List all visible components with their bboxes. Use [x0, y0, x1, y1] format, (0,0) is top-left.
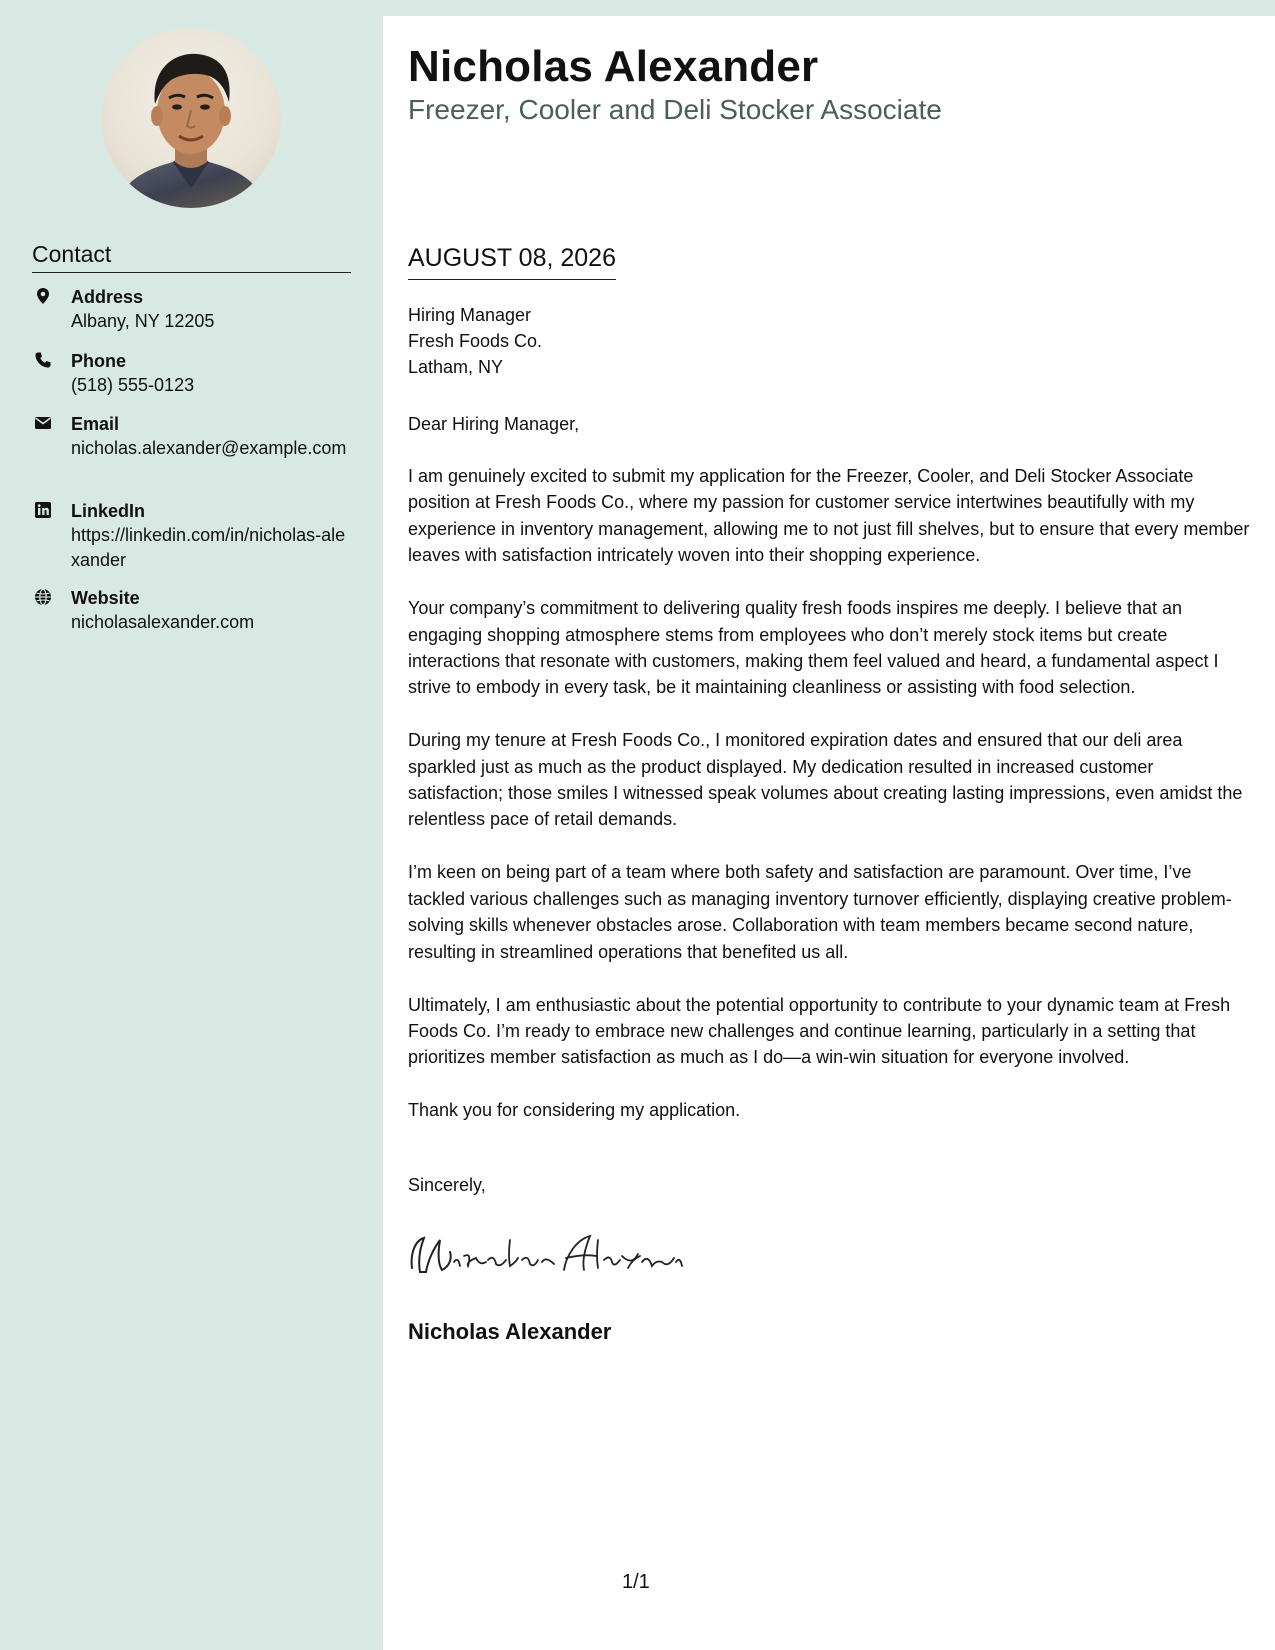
- address-label: Address: [71, 287, 144, 307]
- letter-date: AUGUST 08, 2026: [408, 244, 616, 280]
- recipient-company: Fresh Foods Co.: [408, 331, 543, 351]
- body-paragraph: I am genuinely excited to submit my application for the Freezer, Cooler, and Deli Stocker Associate position at Fresh Foods Co., where my passion for customer service intertwines beautifully with my experience in inventory management, allowing me to not just fill shelves, but to ensure that every member leaves with satisfaction intricately woven into their shopping experience.: [408, 466, 1250, 566]
- linkedin-icon: [34, 501, 52, 519]
- body-paragraph: During my tenure at Fresh Foods Co., I monitored expiration dates and ensured that our deli area sparkled just as much as the product displayed. My dedication resulted in increased customer satisfaction; those smiles I witnessed speak volumes about creating lasting impressions, even amidst the relentless pace of retail demands.: [408, 730, 1243, 830]
- letter-body: [408, 463, 1253, 1150]
- website-label: Website: [71, 588, 140, 608]
- contact-item-linkedin: [32, 499, 352, 573]
- profile-photo: [101, 28, 281, 208]
- globe-icon: [34, 588, 52, 606]
- body-paragraph: I’m keen on being part of a team where both safety and satisfaction are paramount. Over time, I’ve tackled various challenges such as managing inventory turnover efficiently, displaying creative problem-solving skills whenever obstacles arose. Collaboration with team members became second nature, resulting in streamlined operations that benefited us all.: [408, 862, 1232, 962]
- handwritten-signature: [406, 1232, 686, 1278]
- page-number: 1/1: [622, 1571, 650, 1593]
- location-pin-icon: [34, 287, 52, 305]
- contact-item-email: [32, 412, 352, 461]
- recipient-block: [408, 302, 542, 380]
- linkedin-value[interactable]: https://linkedin.com/in/nicholas-alexander: [71, 525, 346, 570]
- contact-item-address: [32, 285, 214, 334]
- body-paragraph: Your company’s commitment to delivering quality fresh foods inspires me deeply. I believe that an engaging shopping atmosphere stems from employees who don’t merely stock items but create interactions that resonate with customers, making them feel valued and heard, a fundamental aspect I strive to embody in every task, be it maintaining cleanliness or assisting with food selection.: [408, 598, 1219, 698]
- contact-item-website: [32, 586, 254, 635]
- recipient-location: Latham, NY: [408, 357, 504, 377]
- phone-label: Phone: [71, 351, 127, 371]
- email-value[interactable]: nicholas.alexander@example.com: [71, 438, 347, 458]
- profile-photo-illustration: [101, 28, 281, 208]
- contact-item-phone: [32, 349, 194, 398]
- email-label: Email: [71, 414, 120, 434]
- job-title: Freezer, Cooler and Deli Stocker Associate: [408, 94, 942, 125]
- linkedin-label: LinkedIn: [71, 501, 146, 521]
- phone-icon: [34, 351, 52, 369]
- recipient-name: Hiring Manager: [408, 305, 532, 325]
- closing: Sincerely,: [408, 1175, 486, 1195]
- envelope-icon: [34, 414, 52, 432]
- signed-name: Nicholas Alexander: [408, 1319, 612, 1344]
- body-paragraph: Thank you for considering my application.: [408, 1100, 741, 1121]
- contact-heading: Contact: [32, 241, 351, 273]
- address-value: Albany, NY 12205: [71, 311, 215, 331]
- applicant-name: Nicholas Alexander: [408, 42, 819, 91]
- phone-value: (518) 555-0123: [71, 375, 195, 395]
- body-paragraph: Ultimately, I am enthusiastic about the potential opportunity to contribute to your dynamic team at Fresh Foods Co. I’m ready to embrace new challenges and continue learning, particularly in a setting that prioritizes member satisfaction as much as I do—a win-win situation for everyone involved.: [408, 994, 1231, 1068]
- salutation: Dear Hiring Manager,: [408, 414, 580, 434]
- website-value[interactable]: nicholasalexander.com: [71, 612, 255, 632]
- sidebar: [0, 0, 383, 1650]
